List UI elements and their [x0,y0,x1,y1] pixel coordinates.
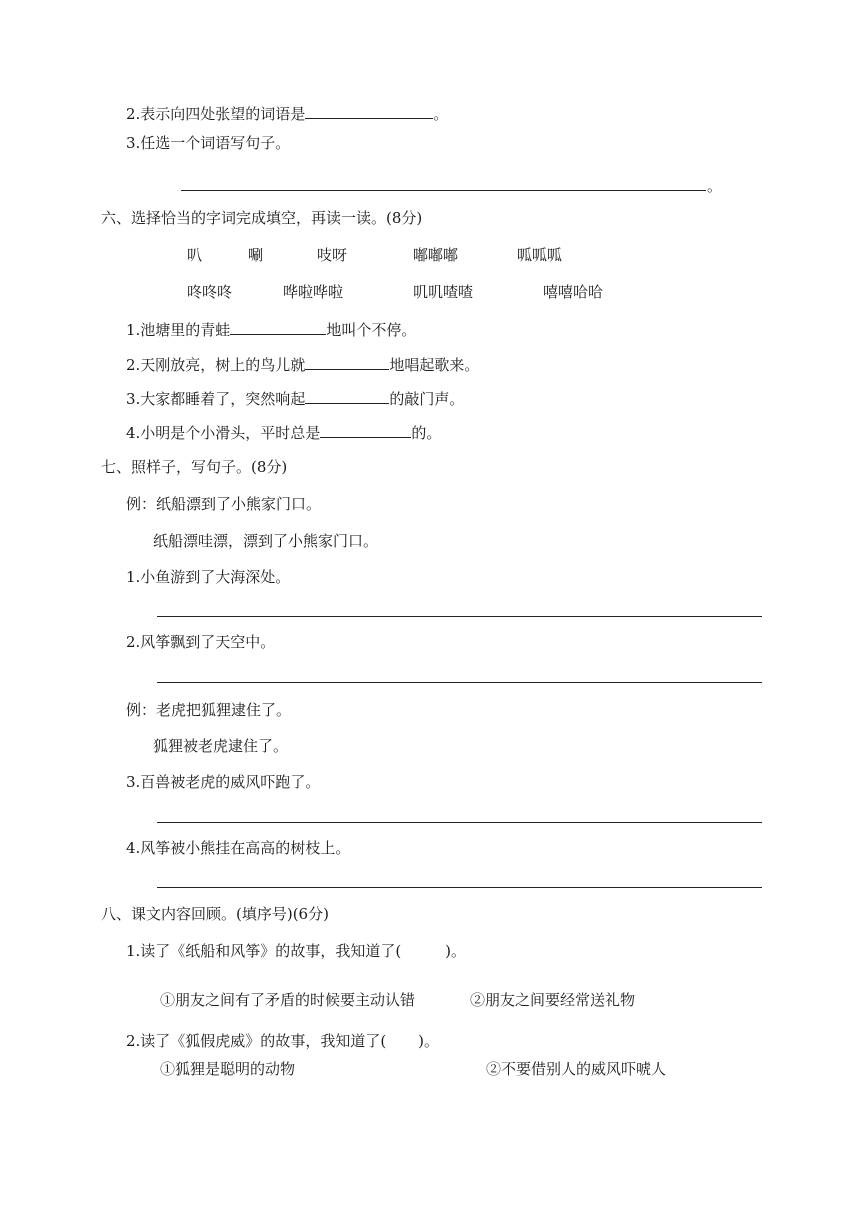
question-6-3: 3.大家都睡着了，突然响起 的敲门声。 [126,387,464,409]
word-option: 嘟嘟嘟 [413,246,459,264]
question-7-1: 1.小鱼游到了大海深处。 [126,568,291,586]
question-7-2: 2.风筝飘到了天空中。 [126,633,276,651]
answer-blank[interactable] [305,102,433,119]
answer-line[interactable] [157,887,762,888]
word-option: 咚咚咚 [187,283,233,301]
example-1: 例：纸船漂到了小熊家门口。 [126,495,322,513]
answer-blank[interactable] [305,387,389,404]
word-option: 唰 [248,246,264,264]
question-5-2: 2.表示向四处张望的词语是 。 [126,102,448,124]
example-2-answer: 狐狸被老虎逮住了。 [153,737,289,755]
answer-line[interactable] [157,682,762,683]
answer-line[interactable] [181,190,706,191]
question-7-4: 4.风筝被小熊挂在高高的树枝上。 [126,839,351,857]
word-option: 呱呱呱 [517,246,563,264]
line-end-mark: 。 [707,177,723,195]
option-8-1-b: ②朋友之间要经常送礼物 [470,991,636,1009]
question-7-3: 3.百兽被老虎的威风吓跑了。 [126,773,321,791]
example-2: 例：老虎把狐狸逮住了。 [126,701,292,719]
answer-line[interactable] [157,616,762,617]
answer-blank[interactable] [320,421,411,438]
section-6-title: 六、选择恰当的字词完成填空，再读一读。(8分) [101,209,423,227]
option-8-2-b: ②不要借别人的威风吓唬人 [486,1060,667,1078]
word-option: 叭 [187,246,203,264]
word-option: 嘻嘻哈哈 [543,283,604,301]
option-8-2-a: ①狐狸是聪明的动物 [160,1060,296,1078]
option-8-1-a: ①朋友之间有了矛盾的时候要主动认错 [160,991,416,1009]
section-7-title: 七、照样子，写句子。(8分) [101,458,288,476]
word-option: 吱呀 [317,246,348,264]
question-text: 2.表示向四处张望的词语是 [126,105,306,123]
question-8-1: 1.读了《纸船和风筝》的故事，我知道了( )。 [126,942,467,960]
example-1-answer: 纸船漂哇漂，漂到了小熊家门口。 [153,532,379,550]
word-option: 叽叽喳喳 [413,283,474,301]
section-8-title: 八、课文内容回顾。(填序号)(6分) [101,905,329,923]
question-6-4: 4.小明是个小滑头，平时总是 的。 [126,421,441,443]
answer-blank[interactable] [305,353,389,370]
answer-blank[interactable] [230,318,326,335]
question-5-3: 3.任选一个词语写句子。 [126,134,291,152]
question-6-1: 1.池塘里的青蛙 地叫个不停。 [126,318,416,340]
answer-line[interactable] [157,822,762,823]
word-option: 哗啦哗啦 [283,283,344,301]
question-6-2: 2.天刚放亮，树上的鸟儿就 地唱起歌来。 [126,353,479,375]
question-8-2: 2.读了《狐假虎威》的故事，我知道了( )。 [126,1032,440,1050]
